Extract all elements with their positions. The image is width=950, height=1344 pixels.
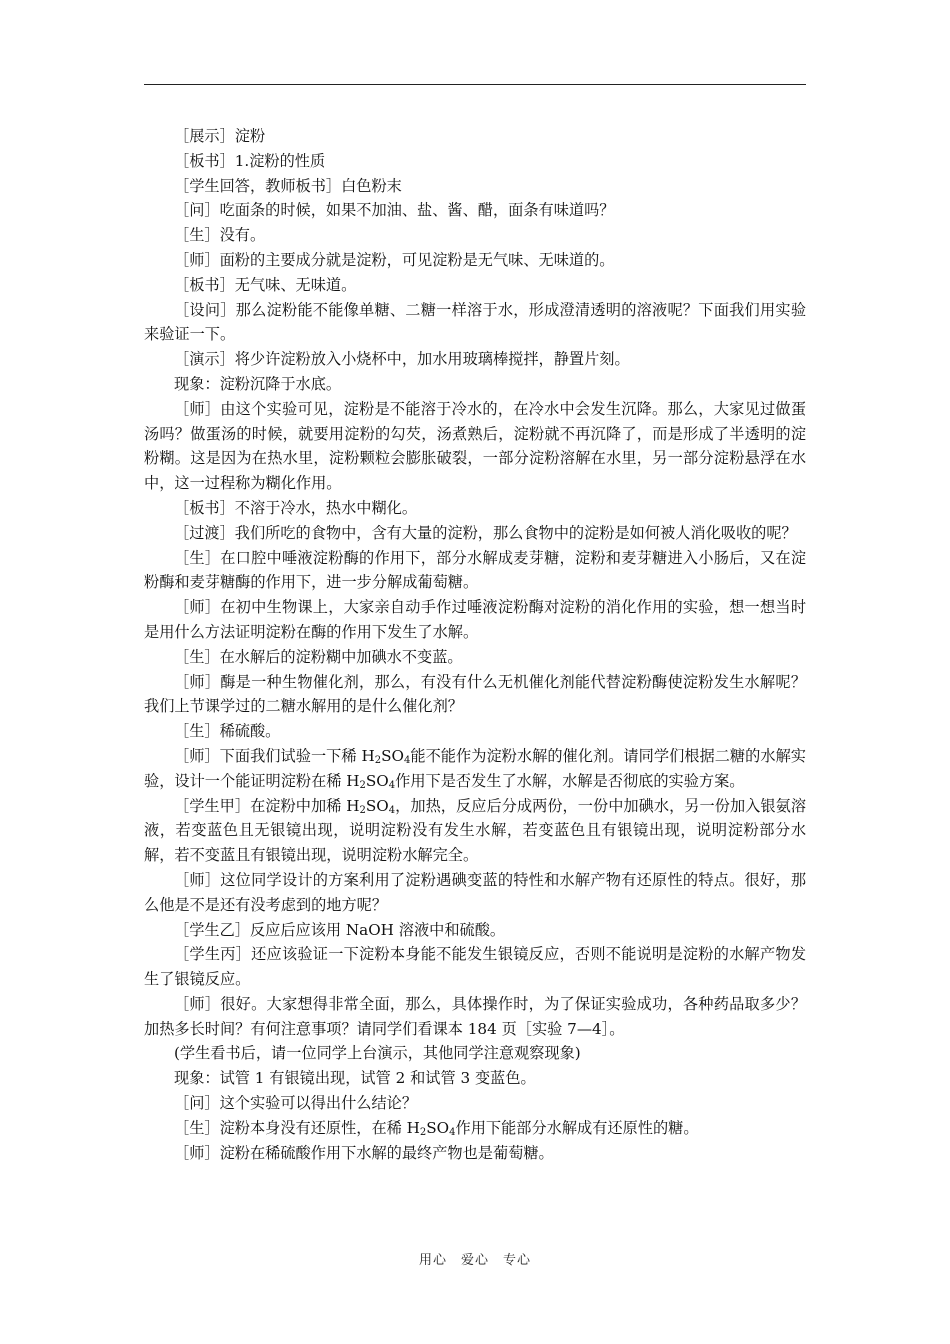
paragraph <box>144 223 806 248</box>
paragraph <box>144 198 806 223</box>
text-run: ［生］在口腔中唾液淀粉酶的作用下，部分水解成麦芽糖，淀粉和麦芽糖进入小肠后，又在淀粉酶和麦芽糖酶的作用下，进一步分解成葡萄糖。 <box>144 548 806 592</box>
paragraph <box>144 496 806 521</box>
subscript: 4 <box>388 779 396 791</box>
paragraph <box>144 794 806 868</box>
text-run: ［板书］不溶于冷水，热水中糊化。 <box>174 498 417 517</box>
text-run: ［生］在水解后的淀粉糊中加碘水不变蓝。 <box>174 647 463 666</box>
text-run: ［师］酶是一种生物催化剂，那么，有没有什么无机催化剂能代替淀粉酶使淀粉发生水解呢？我们上节课学过的二糖水解用的是什么催化剂？ <box>144 672 806 716</box>
paragraph <box>144 397 806 496</box>
subscript: 2 <box>359 779 366 791</box>
text-run: ［生］稀硫酸。 <box>174 722 281 741</box>
text-run: ［师］这位同学设计的方案利用了淀粉遇碘变蓝的特性和水解产物有还原性的特点。很好，那么他是不是还有没考虑到的地方呢？ <box>144 870 806 914</box>
text-run: ［师］淀粉在稀硫酸作用下水解的最终产物也是葡萄糖。 <box>174 1143 554 1162</box>
paragraph <box>144 868 806 918</box>
subscript: 4 <box>403 754 411 766</box>
text-run: ［板书］1.淀粉的性质 <box>174 151 326 170</box>
paragraph <box>144 1091 806 1116</box>
paragraph <box>144 298 806 348</box>
text-run: SO <box>365 796 389 815</box>
paragraph <box>144 273 806 298</box>
text-run: ［过渡］我们所吃的食物中，含有大量的淀粉，那么食物中的淀粉是如何被人消化吸收的呢？ <box>174 523 797 542</box>
text-run: SO <box>426 1118 450 1137</box>
text-run: ［问］这个实验可以得出什么结论？ <box>174 1094 417 1113</box>
text-run: ［展示］淀粉 <box>174 127 266 145</box>
paragraph <box>144 248 806 273</box>
paragraph <box>144 595 806 645</box>
paragraph <box>144 521 806 546</box>
paragraph <box>144 942 806 992</box>
subscript: 2 <box>359 804 366 816</box>
subscript: 4 <box>388 804 396 816</box>
paragraph <box>144 1041 806 1066</box>
subscript: 4 <box>449 1126 456 1138</box>
paragraph <box>144 372 806 397</box>
text-run: 能不能作为淀粉水解的催化剂。请同学们根据二糖的水解实验，设计一个能证明淀粉在稀 H <box>144 746 806 790</box>
text-run: ［板书］无气味、无味道。 <box>174 275 357 294</box>
text-run: ［师］很好。大家想得非常全面，那么，具体操作时，为了保证实验成功，各种药品取多少？加热多长时间？有何注意事项？请同学们看课本 184 页［实验 7—4］。 <box>144 994 806 1038</box>
paragraph <box>144 1141 806 1166</box>
text-run: ［学生甲］在淀粉中加稀 H <box>174 796 360 815</box>
text-run: ［师］下面我们试验一下稀 H <box>174 746 375 765</box>
text-run: 作用下能部分水解成有还原性的糖。 <box>455 1118 699 1137</box>
text-run: ［师］由这个实验可见，淀粉是不能溶于冷水的，在冷水中会发生沉降。那么，大家见过做蛋汤吗？做蛋汤的时候，就要用淀粉的勾芡，汤煮熟后，淀粉就不再沉降了，而是形成了半透明的淀粉糊。这是因为在热水里，淀粉颗粒会膨胀破裂，一部分淀粉溶解在水里，另一部分淀粉悬浮在水中，这一过程称为糊化作用。 <box>144 399 806 493</box>
document-body <box>144 124 806 1165</box>
text-run: 现象：淀粉沉降于水底。 <box>174 374 342 393</box>
text-run: ［演示］将少许淀粉放入小烧杯中，加水用玻璃棒搅拌，静置片刻。 <box>174 350 630 369</box>
paragraph <box>144 149 806 174</box>
text-run: ［生］没有。 <box>174 226 266 245</box>
subscript: 2 <box>419 1126 427 1138</box>
paragraph <box>144 918 806 943</box>
subscript: 2 <box>374 754 382 766</box>
text-run: ，加热，反应后分成两份，一份中加碘水，另一份加入银氨溶液，若变蓝色且无银镜出现，说明淀粉没有发生水解，若变蓝色且有银镜出现，说明淀粉部分水解，若不变蓝且有银镜出现，说明淀粉水解完全。 <box>144 796 807 865</box>
text-run: ［学生回答，教师板书］白色粉末 <box>174 176 402 195</box>
paragraph <box>144 645 806 670</box>
text-run: ［学生丙］还应该验证一下淀粉本身能不能发生银镜反应，否则不能说明是淀粉的水解产物发生了银镜反应。 <box>144 945 806 989</box>
paragraph <box>144 347 806 372</box>
paragraph <box>144 124 806 149</box>
text-run: ［师］面粉的主要成分就是淀粉，可见淀粉是无气味、无味道的。 <box>174 250 615 269</box>
text-run: SO <box>365 771 389 790</box>
paragraph <box>144 1116 806 1141</box>
paragraph <box>144 719 806 744</box>
paragraph <box>144 174 806 199</box>
paragraph <box>144 670 806 720</box>
text-run: ［学生乙］反应后应该用 NaOH 溶液中和硫酸。 <box>174 920 506 939</box>
text-run: ［设问］那么淀粉能不能像单糖、二糖一样溶于水，形成澄清透明的溶液呢？下面我们用实验来验证一下。 <box>144 300 806 344</box>
text-run: 作用下是否发生了水解，水解是否彻底的实验方案。 <box>395 771 745 790</box>
text-run: SO <box>381 746 404 765</box>
paragraph <box>144 744 806 794</box>
paragraph <box>144 1066 806 1091</box>
text-run: ［师］在初中生物课上，大家亲自动手作过唾液淀粉酶对淀粉的消化作用的实验，想一想当时是用什么方法证明淀粉在酶的作用下发生了水解。 <box>144 598 806 641</box>
text-run: 现象：试管 1 有银镜出现，试管 2 和试管 3 变蓝色。 <box>174 1069 536 1088</box>
header-rule <box>144 84 806 85</box>
page-footer: 用心 爱心 专心 <box>418 1253 531 1268</box>
paragraph <box>144 992 806 1042</box>
text-run: ［生］淀粉本身没有还原性，在稀 H <box>174 1118 420 1137</box>
text-run: (学生看书后，请一位同学上台演示，其他同学注意观察现象) <box>174 1044 581 1063</box>
paragraph <box>144 546 806 596</box>
text-run: ［问］吃面条的时候，如果不加油、盐、酱、醋，面条有味道吗？ <box>174 201 615 220</box>
